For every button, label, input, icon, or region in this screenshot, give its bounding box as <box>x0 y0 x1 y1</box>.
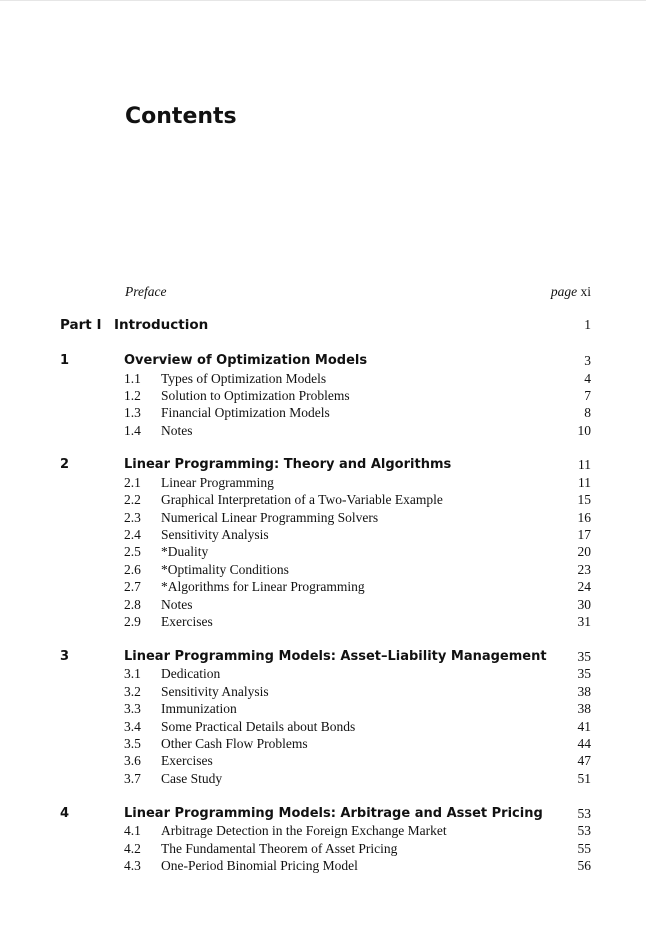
part-label: Part I <box>60 317 102 333</box>
section-page: 30 <box>577 597 591 612</box>
part-title: Introduction <box>114 317 209 333</box>
section-number: 2.2 <box>124 492 141 507</box>
section-number: 2.7 <box>124 579 141 594</box>
section-page: 56 <box>577 858 591 873</box>
section-entry[interactable] <box>0 404 646 422</box>
section-page: 44 <box>577 736 591 751</box>
section-number: 3.6 <box>124 753 141 768</box>
section-number: 4.3 <box>124 858 141 873</box>
section-title: Other Cash Flow Problems <box>161 736 308 751</box>
section-entry[interactable] <box>0 474 646 492</box>
section-entry[interactable] <box>0 370 646 388</box>
section-title: One-Period Binomial Pricing Model <box>161 858 358 873</box>
section-number: 2.4 <box>124 527 141 542</box>
section-page: 24 <box>577 579 591 594</box>
section-entry[interactable] <box>0 752 646 770</box>
chapter-number: 4 <box>60 806 70 821</box>
section-entry[interactable] <box>0 422 646 440</box>
section-title: *Algorithms for Linear Programming <box>161 579 365 594</box>
chapter-title: Linear Programming Models: Asset–Liability Management <box>124 649 547 664</box>
chapter-entry[interactable] <box>0 648 646 666</box>
section-page: 47 <box>577 753 591 768</box>
section-entry[interactable] <box>0 735 646 753</box>
chapter-page: 35 <box>577 649 591 664</box>
section-page: 17 <box>577 527 591 542</box>
chapter-page: 53 <box>577 806 591 821</box>
section-title: Exercises <box>161 753 213 768</box>
section-title: Immunization <box>161 701 237 716</box>
chapter-title: Overview of Optimization Models <box>124 353 368 368</box>
section-number: 1.1 <box>124 371 141 386</box>
section-entry[interactable] <box>0 491 646 509</box>
section-page: 7 <box>584 388 591 403</box>
section-number: 2.3 <box>124 510 141 525</box>
section-page: 15 <box>577 492 591 507</box>
section-title: Notes <box>161 597 193 612</box>
chapter-number: 3 <box>60 649 70 664</box>
chapter-number: 1 <box>60 353 70 368</box>
section-title: Graphical Interpretation of a Two-Variable Example <box>161 492 443 507</box>
section-page: 38 <box>577 701 591 716</box>
chapter-number: 2 <box>60 457 70 472</box>
section-page: 31 <box>577 614 591 629</box>
section-title: *Duality <box>161 544 209 559</box>
section-title: Numerical Linear Programming Solvers <box>161 510 379 525</box>
section-number: 3.7 <box>124 771 141 786</box>
section-page: 20 <box>577 544 591 559</box>
section-title: Some Practical Details about Bonds <box>161 719 356 734</box>
part-page: 1 <box>584 317 591 332</box>
section-page: 55 <box>577 841 591 856</box>
preface-page: xi <box>580 284 591 299</box>
preface-entry[interactable] <box>0 283 646 301</box>
section-title: Dedication <box>161 666 221 681</box>
section-title: *Optimality Conditions <box>161 562 289 577</box>
chapter-entry[interactable] <box>0 352 646 370</box>
section-entry[interactable] <box>0 509 646 527</box>
section-entry[interactable] <box>0 857 646 875</box>
section-page: 11 <box>578 475 591 490</box>
section-entry[interactable] <box>0 683 646 701</box>
section-number: 2.1 <box>124 475 141 490</box>
section-title: Types of Optimization Models <box>161 371 327 386</box>
section-entry[interactable] <box>0 822 646 840</box>
section-title: Linear Programming <box>161 475 274 490</box>
section-title: Solution to Optimization Problems <box>161 388 350 403</box>
chapter-title: Linear Programming Models: Arbitrage and Asset Pricing <box>124 806 543 821</box>
section-number: 4.1 <box>124 823 141 838</box>
section-title: The Fundamental Theorem of Asset Pricing <box>161 841 398 856</box>
section-entry[interactable] <box>0 718 646 736</box>
section-page: 35 <box>577 666 591 681</box>
section-page: 23 <box>577 562 591 577</box>
section-number: 4.2 <box>124 841 141 856</box>
section-entry[interactable] <box>0 543 646 561</box>
section-entry[interactable] <box>0 770 646 788</box>
part-entry[interactable] <box>0 316 646 334</box>
section-number: 1.3 <box>124 405 141 420</box>
section-entry[interactable] <box>0 387 646 405</box>
section-entry[interactable] <box>0 578 646 596</box>
section-number: 2.9 <box>124 614 141 629</box>
section-number: 3.5 <box>124 736 141 751</box>
section-page: 38 <box>577 684 591 699</box>
section-title: Sensitivity Analysis <box>161 527 269 542</box>
chapter-page: 3 <box>584 353 591 368</box>
section-page: 16 <box>577 510 591 525</box>
section-entry[interactable] <box>0 596 646 614</box>
page-top-border <box>0 0 646 1</box>
page-title: Contents <box>125 104 237 129</box>
section-page: 8 <box>584 405 591 420</box>
section-title: Financial Optimization Models <box>161 405 330 420</box>
section-number: 2.8 <box>124 597 141 612</box>
section-page: 4 <box>584 371 591 386</box>
chapter-page: 11 <box>578 457 591 472</box>
section-entry[interactable] <box>0 840 646 858</box>
chapter-entry[interactable] <box>0 805 646 823</box>
section-number: 1.2 <box>124 388 141 403</box>
section-page: 53 <box>577 823 591 838</box>
section-entry[interactable] <box>0 561 646 579</box>
section-entry[interactable] <box>0 665 646 683</box>
section-number: 2.6 <box>124 562 141 577</box>
section-number: 3.1 <box>124 666 141 681</box>
section-number: 3.4 <box>124 719 141 734</box>
section-title: Exercises <box>161 614 213 629</box>
section-title: Arbitrage Detection in the Foreign Exchange Market <box>161 823 447 838</box>
section-title: Case Study <box>161 771 223 786</box>
section-page: 10 <box>577 423 591 438</box>
section-number: 2.5 <box>124 544 141 559</box>
section-title: Notes <box>161 423 193 438</box>
section-page: 41 <box>577 719 591 734</box>
section-page: 51 <box>577 771 591 786</box>
section-title: Sensitivity Analysis <box>161 684 269 699</box>
section-entry[interactable] <box>0 613 646 631</box>
section-entry[interactable] <box>0 700 646 718</box>
section-number: 3.2 <box>124 684 141 699</box>
preface-label: Preface <box>125 284 167 299</box>
chapter-entry[interactable] <box>0 456 646 474</box>
chapter-title: Linear Programming: Theory and Algorithms <box>124 457 452 472</box>
preface-page-prefix: page <box>550 284 578 299</box>
section-entry[interactable] <box>0 526 646 544</box>
section-number: 3.3 <box>124 701 141 716</box>
section-number: 1.4 <box>124 423 141 438</box>
